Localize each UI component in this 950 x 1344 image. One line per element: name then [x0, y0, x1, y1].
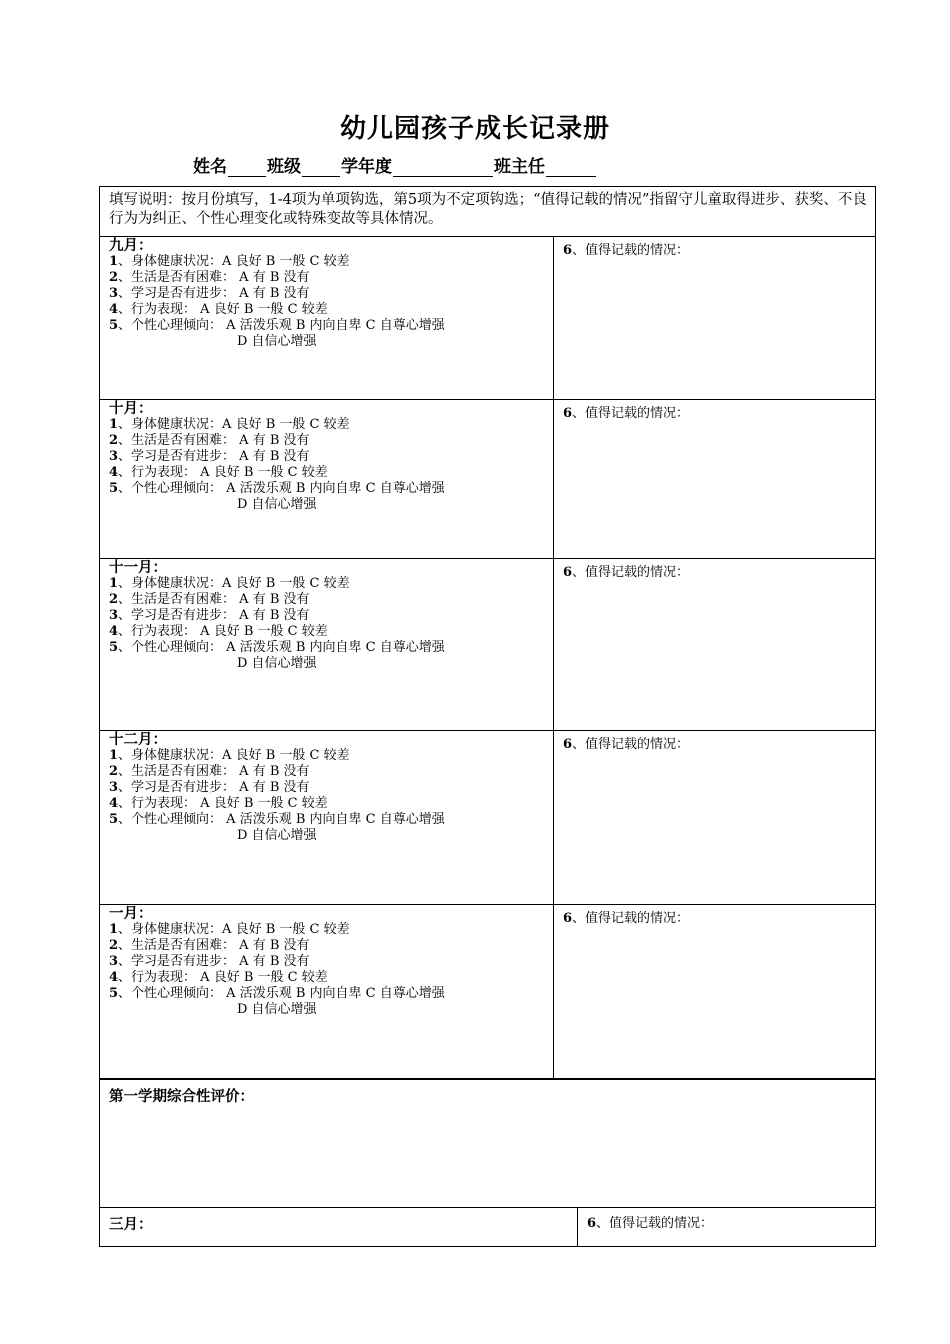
- semester-summary[interactable]: [100, 1079, 875, 1208]
- month-notes-cell[interactable]: [554, 731, 875, 906]
- year-field[interactable]: [393, 158, 493, 177]
- year-label: 学年度: [341, 157, 392, 177]
- item1-num: 1: [109, 254, 119, 269]
- item-personality-cont[interactable]: D 自信心增强: [237, 497, 317, 512]
- item-behavior[interactable]: [109, 624, 553, 640]
- item1-num: 1: [109, 922, 119, 937]
- item2-text: 、生活是否有困难： A 有 B 没有: [118, 938, 310, 953]
- record-sheet: [99, 186, 876, 1247]
- item6-num: 6: [587, 1216, 597, 1231]
- item-health[interactable]: [109, 576, 553, 592]
- item6-text: 、值得记载的情况：: [572, 243, 690, 258]
- month-checklist-cell: [100, 731, 554, 904]
- item5-num: 5: [109, 481, 119, 496]
- month-label: 十月：: [109, 400, 153, 417]
- item6-num: 6: [563, 243, 573, 258]
- item-personality-cont[interactable]: D 自信心增强: [237, 1002, 317, 1017]
- page-title: 幼儿园孩子成长记录册: [339, 114, 610, 144]
- name-field[interactable]: [228, 158, 266, 177]
- student-info-line: [193, 152, 597, 177]
- item1-text: 、身体健康状况：A 良好 B 一般 C 较差: [118, 254, 350, 269]
- item6-text: 、值得记载的情况：: [572, 911, 690, 926]
- item-difficulty[interactable]: [109, 592, 553, 608]
- month-notes-cell[interactable]: [554, 237, 875, 401]
- item1-text: 、身体健康状况：A 良好 B 一般 C 较差: [118, 748, 350, 763]
- item2-num: 2: [109, 270, 119, 285]
- month-row: [100, 237, 875, 400]
- item1-num: 1: [109, 576, 119, 591]
- item-personality[interactable]: [109, 481, 553, 497]
- month-notes-cell[interactable]: [554, 905, 875, 1080]
- march-left-cell[interactable]: [100, 1208, 578, 1246]
- item-progress[interactable]: [109, 286, 553, 302]
- item2-text: 、生活是否有困难： A 有 B 没有: [118, 270, 310, 285]
- instructions: 填写说明：按月份填写，1-4项为单项钩选，第5项为不定项钩选；“值得记载的情况”指留守儿童取得进步、获奖、不良行为为纠正、个性心理变化或特殊变故等具体情况。: [100, 187, 875, 237]
- item6-text: 、值得记载的情况：: [572, 737, 690, 752]
- class-field[interactable]: [302, 158, 340, 177]
- item-behavior[interactable]: [109, 970, 553, 986]
- item4-num: 4: [109, 970, 119, 985]
- item4-text: 、行为表现： A 良好 B 一般 C 较差: [118, 796, 328, 811]
- month-row: [100, 400, 875, 559]
- item-difficulty[interactable]: [109, 433, 553, 449]
- item3-text: 、学习是否有进步： A 有 B 没有: [118, 286, 310, 301]
- item3-num: 3: [109, 954, 119, 969]
- item6-num: 6: [563, 565, 573, 580]
- item2-text: 、生活是否有困难： A 有 B 没有: [118, 433, 310, 448]
- item6-text: 、值得记载的情况：: [572, 565, 690, 580]
- item4-text: 、行为表现： A 良好 B 一般 C 较差: [118, 970, 328, 985]
- item-health[interactable]: [109, 254, 553, 270]
- item3-num: 3: [109, 449, 119, 464]
- item1-num: 1: [109, 417, 119, 432]
- class-label: 班级: [267, 157, 301, 177]
- item5-num: 5: [109, 318, 119, 333]
- teacher-field[interactable]: [546, 158, 596, 177]
- item-personality[interactable]: [109, 812, 553, 828]
- item-difficulty[interactable]: [109, 764, 553, 780]
- item5-text: 、个性心理倾向： A 活泼乐观 B 内向自卑 C 自尊心增强: [118, 812, 445, 827]
- month-notes-cell[interactable]: [554, 559, 875, 732]
- item-personality[interactable]: [109, 318, 553, 334]
- item4-text: 、行为表现： A 良好 B 一般 C 较差: [118, 624, 328, 639]
- item5-text: 、个性心理倾向： A 活泼乐观 B 内向自卑 C 自尊心增强: [118, 318, 445, 333]
- month-label: 一月：: [109, 905, 153, 922]
- item2-num: 2: [109, 938, 119, 953]
- item4-num: 4: [109, 796, 119, 811]
- item4-text: 、行为表现： A 良好 B 一般 C 较差: [118, 465, 328, 480]
- summary-label: 第一学期综合性评价：: [109, 1088, 254, 1105]
- item-personality-cont[interactable]: D 自信心增强: [237, 334, 317, 349]
- item2-num: 2: [109, 764, 119, 779]
- item1-num: 1: [109, 748, 119, 763]
- item2-text: 、生活是否有困难： A 有 B 没有: [118, 764, 310, 779]
- item-behavior[interactable]: [109, 302, 553, 318]
- item-difficulty[interactable]: [109, 938, 553, 954]
- item-personality[interactable]: [109, 640, 553, 656]
- item-progress[interactable]: [109, 780, 553, 796]
- march-label: 三月：: [109, 1216, 153, 1233]
- item-progress[interactable]: [109, 449, 553, 465]
- month-checklist-cell: [100, 237, 554, 399]
- item-progress[interactable]: [109, 954, 553, 970]
- march-notes-cell[interactable]: [578, 1208, 875, 1250]
- item-personality[interactable]: [109, 986, 553, 1002]
- month-label: 十二月：: [109, 731, 167, 748]
- item-progress[interactable]: [109, 608, 553, 624]
- item3-num: 3: [109, 608, 119, 623]
- item-behavior[interactable]: [109, 796, 553, 812]
- month-notes-cell[interactable]: [554, 400, 875, 560]
- item5-num: 5: [109, 986, 119, 1001]
- item-behavior[interactable]: [109, 465, 553, 481]
- item3-num: 3: [109, 286, 119, 301]
- month-row: [100, 559, 875, 731]
- month-row: [100, 905, 875, 1079]
- month-label: 十一月：: [109, 559, 167, 576]
- month-row: [100, 731, 875, 905]
- month-checklist-cell: [100, 559, 554, 730]
- item4-num: 4: [109, 465, 119, 480]
- month-label: 九月：: [109, 237, 153, 254]
- item3-text: 、学习是否有进步： A 有 B 没有: [118, 449, 310, 464]
- month-checklist-cell: [100, 905, 554, 1078]
- item3-text: 、学习是否有进步： A 有 B 没有: [118, 780, 310, 795]
- item6-text: 、值得记载的情况：: [572, 406, 690, 421]
- item4-num: 4: [109, 624, 119, 639]
- item2-text: 、生活是否有困难： A 有 B 没有: [118, 592, 310, 607]
- item-personality-cont[interactable]: D 自信心增强: [237, 828, 317, 843]
- item-health[interactable]: [109, 417, 553, 433]
- item-personality-cont[interactable]: D 自信心增强: [237, 656, 317, 671]
- item3-text: 、学习是否有进步： A 有 B 没有: [118, 954, 310, 969]
- month-row-march: [100, 1208, 875, 1246]
- teacher-label: 班主任: [494, 157, 545, 177]
- item1-text: 、身体健康状况：A 良好 B 一般 C 较差: [118, 922, 350, 937]
- item1-text: 、身体健康状况：A 良好 B 一般 C 较差: [118, 417, 350, 432]
- item5-num: 5: [109, 640, 119, 655]
- item-health[interactable]: [109, 748, 553, 764]
- item6-num: 6: [563, 911, 573, 926]
- item1-text: 、身体健康状况：A 良好 B 一般 C 较差: [118, 576, 350, 591]
- item2-num: 2: [109, 592, 119, 607]
- item4-text: 、行为表现： A 良好 B 一般 C 较差: [118, 302, 328, 317]
- item-health[interactable]: [109, 922, 553, 938]
- item5-text: 、个性心理倾向： A 活泼乐观 B 内向自卑 C 自尊心增强: [118, 481, 445, 496]
- item4-num: 4: [109, 302, 119, 317]
- item6-num: 6: [563, 406, 573, 421]
- item5-text: 、个性心理倾向： A 活泼乐观 B 内向自卑 C 自尊心增强: [118, 986, 445, 1001]
- name-label: 姓名: [193, 157, 227, 177]
- item6-text: 、值得记载的情况：: [596, 1216, 714, 1231]
- item3-text: 、学习是否有进步： A 有 B 没有: [118, 608, 310, 623]
- item3-num: 3: [109, 780, 119, 795]
- item5-text: 、个性心理倾向： A 活泼乐观 B 内向自卑 C 自尊心增强: [118, 640, 445, 655]
- month-checklist-cell: [100, 400, 554, 558]
- item5-num: 5: [109, 812, 119, 827]
- item2-num: 2: [109, 433, 119, 448]
- item-difficulty[interactable]: [109, 270, 553, 286]
- item6-num: 6: [563, 737, 573, 752]
